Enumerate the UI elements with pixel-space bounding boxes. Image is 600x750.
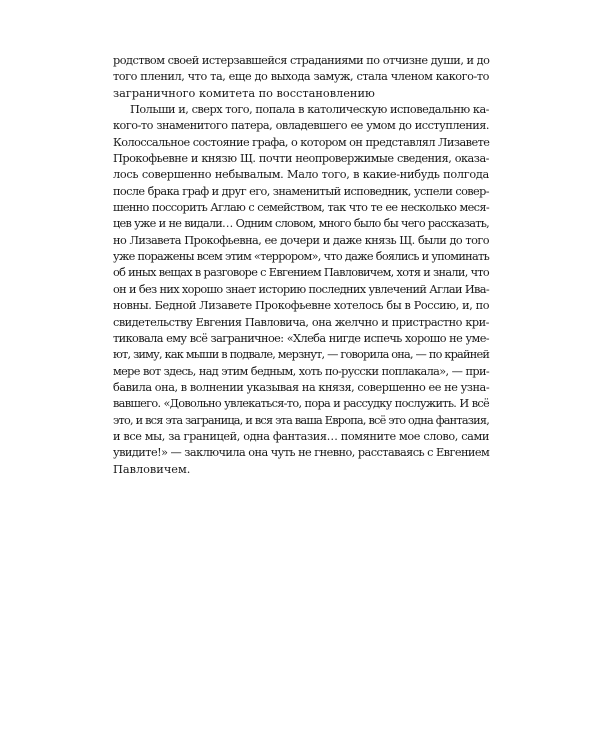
text-line: Павловичем.: [113, 462, 191, 476]
text-line: родством своей истерзавшейся страданиями по отчизне души, и до: [113, 54, 490, 67]
text-line: свидетельству Евгения Павловича, она желчно и пристрастно кри-: [113, 315, 489, 329]
body-text: [113, 53, 489, 478]
text-line: это, и вся эта заграница, и вся эта ваша Европа, всё это одна фантазия,: [113, 413, 489, 427]
text-line: после брака граф и друг его, знаменитый исповедник, успели совер-: [113, 184, 489, 198]
text-line: цев уже и не видали… Одним словом, много было бы чего рассказать,: [113, 217, 489, 231]
text-line: Прокофьевне и князю Щ. почти неопровержимые сведения, оказа-: [113, 152, 489, 166]
text-line: бавила она, в волнении указывая на князя, совершенно ее не узна-: [113, 380, 490, 394]
text-line: тиковала ему всё заграничное: «Хлеба нигде испечь хорошо не уме-: [113, 331, 489, 345]
text-line: об иных вещах в разговоре с Евгением Павловичем, хотя и знали, что: [113, 266, 489, 280]
text-line: увидите!» — заключила она чуть не гневно, расставаясь с Евгением: [113, 446, 490, 460]
text-line: лось совершенно небывалым. Мало того, в какие-нибудь полгода: [113, 168, 489, 182]
text-line: новны. Бедной Лизавете Прокофьевне хотелось бы в Россию, и, по: [113, 299, 490, 313]
text-line: но Лизавета Прокофьевна, ее дочери и даже князь Щ. были до того: [113, 233, 489, 247]
text-line: Колоссальное состояние графа, о котором он представлял Лизавете: [113, 135, 490, 149]
text-line: мере вот здесь, над этим бедным, хоть по-русски поплакала», — при-: [113, 364, 489, 378]
text-line: шенно поссорить Аглаю с семейством, так что те ее несколько меся-: [113, 201, 489, 215]
text-line: кого-то знаменитого патера, овладевшего ее умом до исступления.: [113, 119, 489, 133]
text-line: ют, зиму, как мыши в подвале, мерзнут, — говорила она, — по крайней: [113, 348, 490, 362]
text-line: он и без них хорошо знает историю последних увлечений Аглаи Ива-: [113, 282, 489, 296]
text-line: и все мы, за границей, одна фантазия… помяните мое слово, сами: [113, 429, 489, 443]
text-line: вавшего. «Довольно увлекаться-то, пора и рассудку послужить. И всё: [113, 397, 489, 411]
text-line: уже поражены всем этим «террором», что даже боялись и упоминать: [113, 250, 490, 264]
text-line: Польши и, сверх того, попала в католическую исповедальню ка-: [130, 103, 489, 117]
text-line: заграничного комитета по восстановлению: [113, 86, 375, 100]
text-line: того пленил, что та, еще до выхода замуж, стала членом какого-то: [113, 70, 489, 84]
